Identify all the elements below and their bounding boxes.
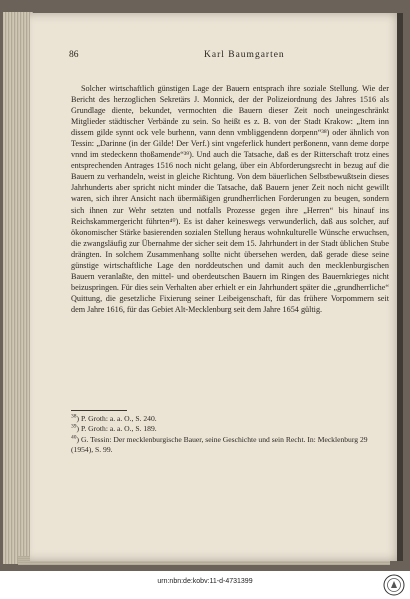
gutter-shadow (397, 13, 403, 561)
running-head: Karl Baumgarten (204, 50, 285, 60)
footnotes (71, 414, 389, 456)
body-paragraph: Solcher wirtschaftlich günstigen Lage der Bauern entsprach ihre soziale Stellung. Wie der Bericht des herzoglichen Sekretärs J. Monnick, der der Polizeiordnung des Jahres 1516 als Grundlage diente, bekundet, vermochten die Bauern dieser Zeit noch uneingeschränkt Mitglieder städtischer Verbände zu sein. So heißt es z. B. von der Stadt Krakow: „Item inn dissem gilde synnt ock vele burhenn, vann denn vmbliggendenn dorpenn“³⁸) oder ähnlich von Tessin: „Darinne (in der Gilde! Der Verf.) sint vngeferlick hundert perßonenn, vann deme dorpe vnnd im stedeckenn thoßamende“³⁹). Und auch die Tatsache, daß es der Ritterschaft trotz eines entsprechenden Antrages 1516 noch nicht gelang, über ein Abforderungsrecht in bezug auf die Bauern zu verhandeln, weist in gleiche Richtung. Von dem bäuerlichen Selbstbewußtsein dieses Jahrhunderts aber spricht nicht minder die Tatsache, daß Bauern jener Zeit noch nicht gewillt waren, sich ihrer Ansicht nach übermäßigen grundherrlichen Forderungen zu beugen, sondern sich ihnen zur Wehr setzten und notfalls Prozesse gegen ihre „Herren“ bis hinauf ins Reichskammergericht führten⁴⁰). Es ist daher keineswegs verwunderlich, daß aus solcher, auf ökonomischer Stärke basierenden sozialen Stellung heraus wohnkulturelle Wünsche erwuchsen, die zwangsläufig zur Übernahme der sicher seit dem 15. Jahrhundert in der Stadt üblichen Stube drängten. In solchem Zusammenhang sollte nicht übersehen werden, daß gerade diese seine günstige wirtschaftliche Lage den norddeutschen und damit auch den mecklenburgischen Bauern veranlaßte, den mittel- und oberdeutschen Bauern im Ringen des Bauernkrieges nicht beizuspringen. Für dies sein Verhalten aber erhielt er ein Jahrhundert später die „grundherrliche“ Quittung, die gesetzliche Fixierung seiner Leibeigenschaft, für das frühere Vorpommern seit dem Jahre 1616, für das Gebiet Alt-Mecklenburg seit dem Jahre 1654 gültig. (71, 84, 389, 314)
footnote-text: P. Groth: a. a. O., S. 189. (80, 424, 157, 434)
footnote-mark: 40 (71, 434, 77, 441)
footnote-text: G. Tessin: Der mecklenburgische Bauer, seine Geschichte und sein Recht. In: Mecklenburg 29 (1954), S. 99. (71, 434, 368, 455)
library-seal-icon (383, 574, 405, 596)
footnote-38: $^{38}$) P. Groth: a. a. O., S. 240. (71, 413, 157, 423)
footnote-40: $^{40}$) G. Tessin: Der mecklenburgische Bauer, seine Geschichte und sein Recht. In: Mecklenburg 29 (1954), S. 99. (71, 434, 368, 455)
footnote-39: $^{39}$) P. Groth: a. a. O., S. 189. (71, 423, 157, 434)
footnote-rule (71, 410, 127, 411)
page-number: 86 (69, 50, 79, 60)
footnote-mark: 39 (71, 423, 77, 430)
page-header (69, 50, 385, 64)
urn-identifier: urn:nbn:de:kobv:11-d-4731399 (157, 578, 253, 585)
book-page-edges (3, 12, 33, 564)
footnote-text: P. Groth: a. a. O., S. 240. (80, 414, 157, 423)
footnote-mark: 38 (71, 413, 77, 420)
